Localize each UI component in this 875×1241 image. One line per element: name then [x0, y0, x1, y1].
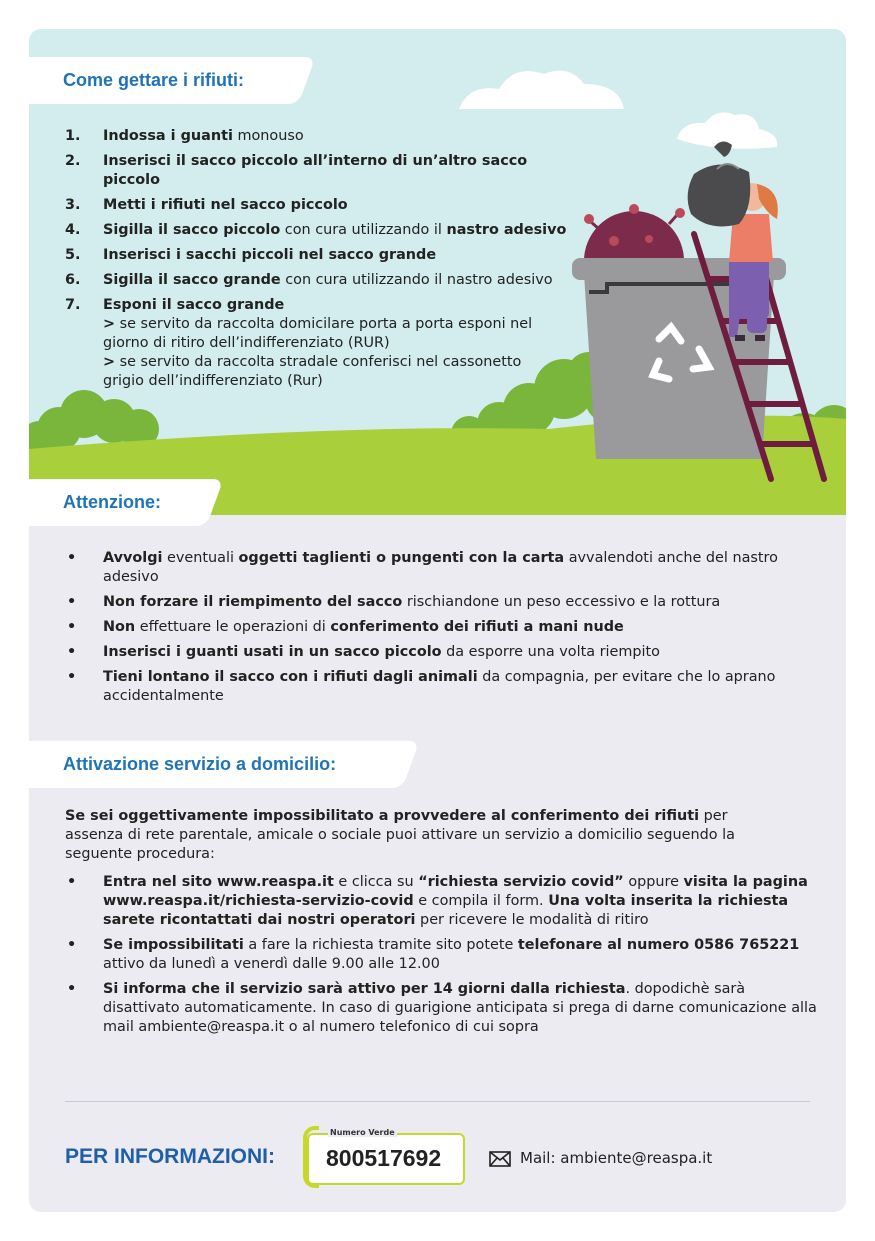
section2-header — [29, 479, 197, 526]
item-text: attivo da lunedì a venerdì dalle 9.00 alle 12.00 — [103, 956, 440, 972]
item-text: eventuali — [162, 550, 239, 566]
list-item — [65, 873, 817, 930]
list-item — [65, 936, 817, 974]
item-text: e compila il form. — [413, 893, 549, 909]
item-bold: telefonare al numero 0586 765221 — [517, 937, 800, 953]
item-bold: Tieni lontano il sacco con i rifiuti dagli animali — [103, 669, 478, 685]
sub-marker: > — [103, 316, 116, 332]
item-bold: Si informa che il servizio sarà attivo per 14 giorni dalla richiesta — [103, 981, 626, 997]
list-item — [65, 618, 825, 637]
list-item — [65, 296, 585, 391]
sub-text: se servito da raccolta domicilare porta a porta esponi nel giorno di ritiro dell’indifferenziato (RUR) — [103, 316, 533, 351]
info-label: PER INFORMAZIONI: — [65, 1145, 275, 1168]
section1-header — [29, 57, 289, 104]
list-item — [65, 196, 585, 215]
item-text: rischiandone un peso eccessivo e la rottura — [402, 594, 721, 610]
item-text: e clicca su — [333, 874, 419, 890]
step-text: con cura utilizzando il — [280, 222, 447, 238]
list-item — [65, 271, 585, 290]
step-number: 6. — [65, 272, 81, 288]
step-text-bold: Inserisci i sacchi piccoli nel sacco grande — [103, 247, 437, 263]
attention-list — [65, 549, 825, 712]
item-text: avvalendoti anche del nastro adesivo — [103, 550, 778, 585]
item-text: oppure — [623, 874, 684, 890]
item-text: . dopodichè sarà disattivato automaticamente. In caso di guarigione anticipata si prega di darne comunicazione alla mail ambiente@reaspa.it o al numero telefonico di cui sopra — [103, 981, 817, 1035]
list-item — [65, 980, 817, 1037]
bullet: • — [67, 594, 77, 610]
step-number: 5. — [65, 247, 81, 263]
step-number: 3. — [65, 197, 81, 213]
list-item — [65, 668, 825, 706]
sub-text: se servito da raccolta stradale conferisci nel cassonetto grigio dell’indifferenziato (Rur) — [103, 354, 522, 389]
item-bold: oggetti taglienti o pungenti con la carta — [238, 550, 565, 566]
intro-bold: Se sei oggettivamente impossibilitato a provvedere al conferimento dei rifiuti — [65, 808, 700, 824]
item-bold: conferimento dei rifiuti a mani nude — [330, 619, 624, 635]
step-text: monouso — [232, 128, 304, 144]
bullet: • — [67, 550, 77, 566]
section1-title: Come gettare i rifiuti: — [63, 70, 245, 90]
mail-link[interactable]: Mail: ambiente@reaspa.it — [520, 1149, 713, 1167]
bullet: • — [67, 669, 77, 685]
section2-title: Attenzione: — [63, 492, 161, 512]
list-item — [65, 221, 585, 240]
step-text-bold: Sigilla il sacco piccolo — [103, 222, 281, 238]
bullet: • — [67, 981, 77, 997]
service-intro — [65, 807, 785, 864]
numero-verde-number[interactable]: 800517692 — [326, 1145, 442, 1171]
step-text-bold: Indossa i guanti — [103, 128, 233, 144]
item-bold: Entra nel sito www.reaspa.it — [103, 874, 334, 890]
steps-list — [65, 127, 585, 397]
item-bold: Inserisci i guanti usati in un sacco piccolo — [103, 644, 442, 660]
item-text: a fare la richiesta tramite sito potete — [243, 937, 518, 953]
item-text: da compagnia, per evitare che lo aprano accidentalmente — [103, 669, 776, 704]
item-text: per ricevere le modalità di ritiro — [415, 912, 649, 928]
step-number: 4. — [65, 222, 81, 238]
item-bold: Non forzare il riempimento del sacco — [103, 594, 403, 610]
mail-icon — [489, 1151, 511, 1167]
list-item — [65, 152, 585, 190]
bullet: • — [67, 644, 77, 660]
intro-text: per assenza di rete parentale, amicale o sociale puoi attivare un servizio a domicilio seguendo la seguente procedura: — [65, 808, 735, 862]
info-card — [29, 29, 846, 1212]
item-bold: visita la pagina www.reaspa.it/richiesta-servizio-covid — [103, 874, 808, 909]
item-text: effettuare le operazioni di — [135, 619, 331, 635]
item-bold: Non — [103, 619, 136, 635]
list-item — [65, 549, 825, 587]
step-text: con cura utilizzando il nastro adesivo — [280, 272, 553, 288]
item-bold: “richiesta servizio covid” — [418, 874, 624, 890]
step-text-bold: Metti i rifiuti nel sacco piccolo — [103, 197, 348, 213]
item-bold: Se impossibilitati — [103, 937, 244, 953]
step-text-bold: Esponi il sacco grande — [103, 297, 285, 313]
step-text-bold: nastro adesivo — [446, 222, 567, 238]
bullet: • — [67, 937, 77, 953]
list-item — [65, 246, 585, 265]
bullet: • — [67, 619, 77, 635]
item-bold: Una volta inserita la richiesta sarete ricontattati dai nostri operatori — [103, 893, 789, 928]
service-list — [65, 873, 817, 1043]
step-text-bold: Inserisci il sacco piccolo all’interno di un’altro sacco piccolo — [103, 153, 528, 188]
item-text: da esporre una volta riempito — [441, 644, 660, 660]
section3-header — [29, 741, 393, 788]
step-number: 7. — [65, 297, 81, 313]
divider — [65, 1101, 810, 1102]
bullet: • — [67, 874, 77, 890]
step-number: 1. — [65, 128, 81, 144]
list-item — [65, 643, 825, 662]
step-number: 2. — [65, 153, 81, 169]
list-item — [65, 127, 585, 146]
step-text-bold: Sigilla il sacco grande — [103, 272, 281, 288]
list-item — [65, 593, 825, 612]
numero-verde-label: Numero Verde — [330, 1128, 395, 1137]
sub-marker: > — [103, 354, 116, 370]
item-bold: Avvolgi — [103, 550, 163, 566]
section3-title: Attivazione servizio a domicilio: — [63, 754, 337, 774]
